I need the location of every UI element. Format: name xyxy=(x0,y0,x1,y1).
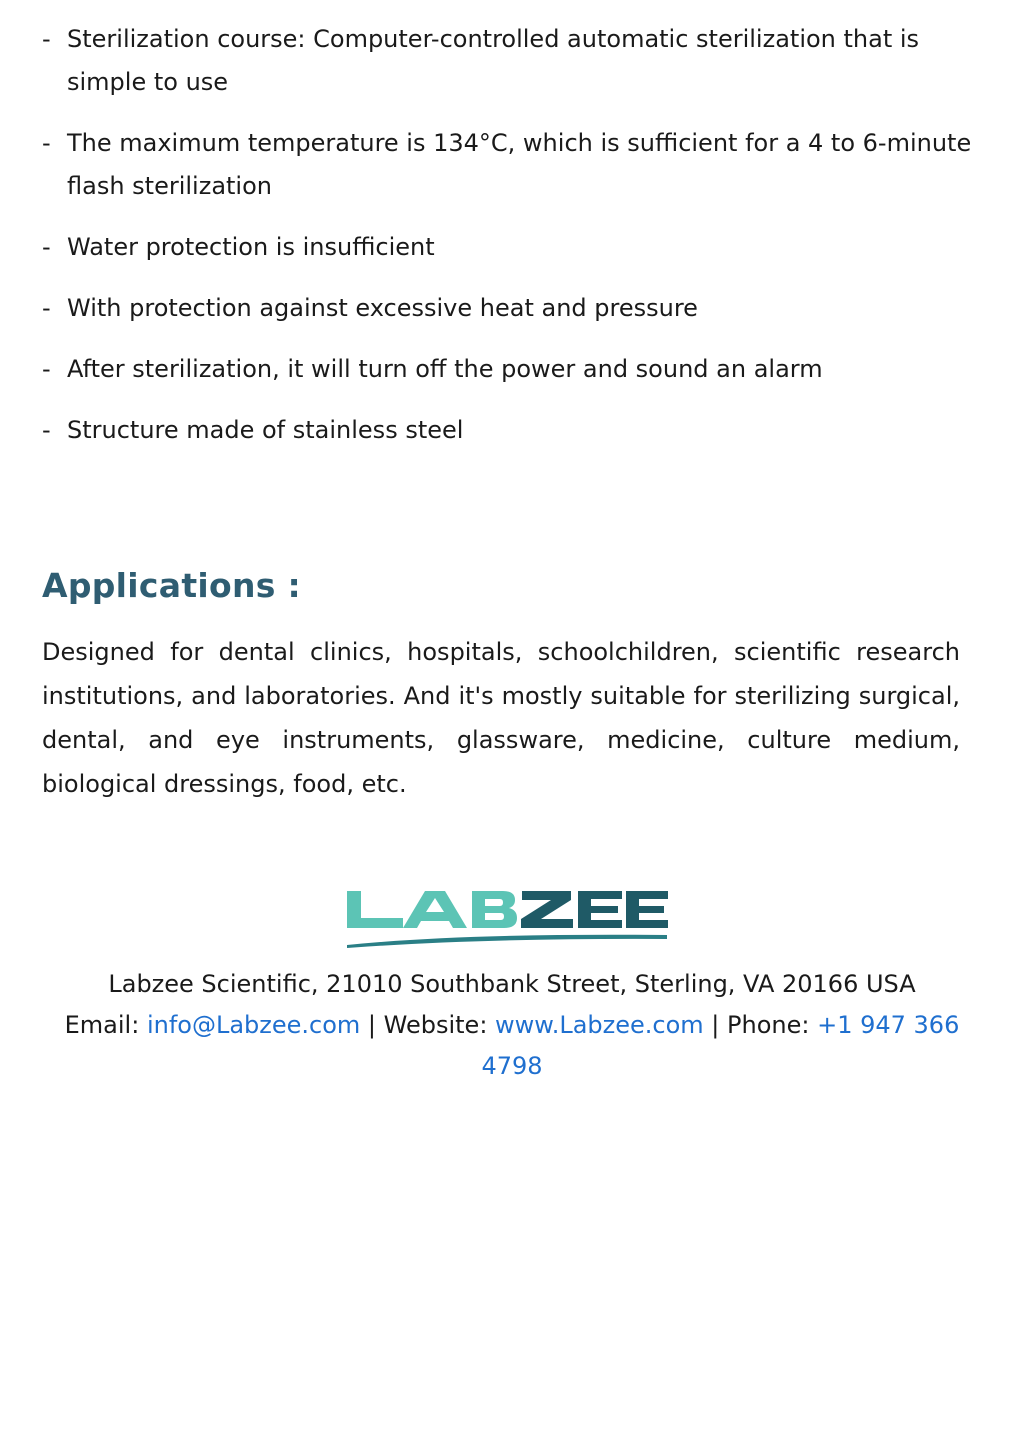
bullet-dash: - xyxy=(42,416,51,444)
feature-item xyxy=(42,18,972,104)
feature-item xyxy=(42,122,972,208)
footer-address: Labzee Scientific, 21010 Southbank Street, Sterling, VA 20166 USA xyxy=(108,970,916,998)
feature-list xyxy=(42,18,972,470)
bullet-dash: - xyxy=(42,129,51,157)
phone-label: Phone: xyxy=(727,1011,818,1039)
footer-contact xyxy=(40,964,984,1087)
feature-item xyxy=(42,409,972,452)
applications-body: Designed for dental clinics, hospitals, schoolchildren, scientific research institutions, and laboratories. And it's mostly suitable for sterilizing surgical, dental, and eye instruments, glassware, medicine, culture medium, biological dressings, food, etc. xyxy=(42,638,960,798)
separator: | xyxy=(360,1011,384,1039)
email-link[interactable]: info@Labzee.com xyxy=(146,1011,361,1039)
website-label: Website: xyxy=(383,1011,496,1039)
feature-text: After sterilization, it will turn off the power and sound an alarm xyxy=(67,355,823,383)
feature-text: With protection against excessive heat and pressure xyxy=(67,294,698,322)
bullet-dash: - xyxy=(42,294,51,322)
bullet-dash: - xyxy=(42,25,51,53)
website-link[interactable]: www.Labzee.com xyxy=(495,1011,704,1039)
phone-link[interactable]: +1 947 366 4798 xyxy=(481,1011,960,1080)
separator: | xyxy=(703,1011,728,1039)
bullet-dash: - xyxy=(42,355,51,383)
footer-contact-line xyxy=(40,1005,984,1087)
feature-text: Sterilization course: Computer-controlled automatic sterilization that is simple to use xyxy=(67,25,920,96)
feature-item xyxy=(42,226,972,269)
labzee-logo xyxy=(345,888,670,950)
email-label: Email: xyxy=(64,1011,147,1039)
applications-heading: Applications : xyxy=(42,566,302,605)
feature-item xyxy=(42,348,972,391)
feature-text: Structure made of stainless steel xyxy=(67,416,464,444)
bullet-dash: - xyxy=(42,233,51,261)
feature-item xyxy=(42,287,972,330)
feature-text: The maximum temperature is 134°C, which is sufficient for a 4 to 6-minute flash sterilization xyxy=(67,129,972,200)
feature-text: Water protection is insufficient xyxy=(67,233,435,261)
